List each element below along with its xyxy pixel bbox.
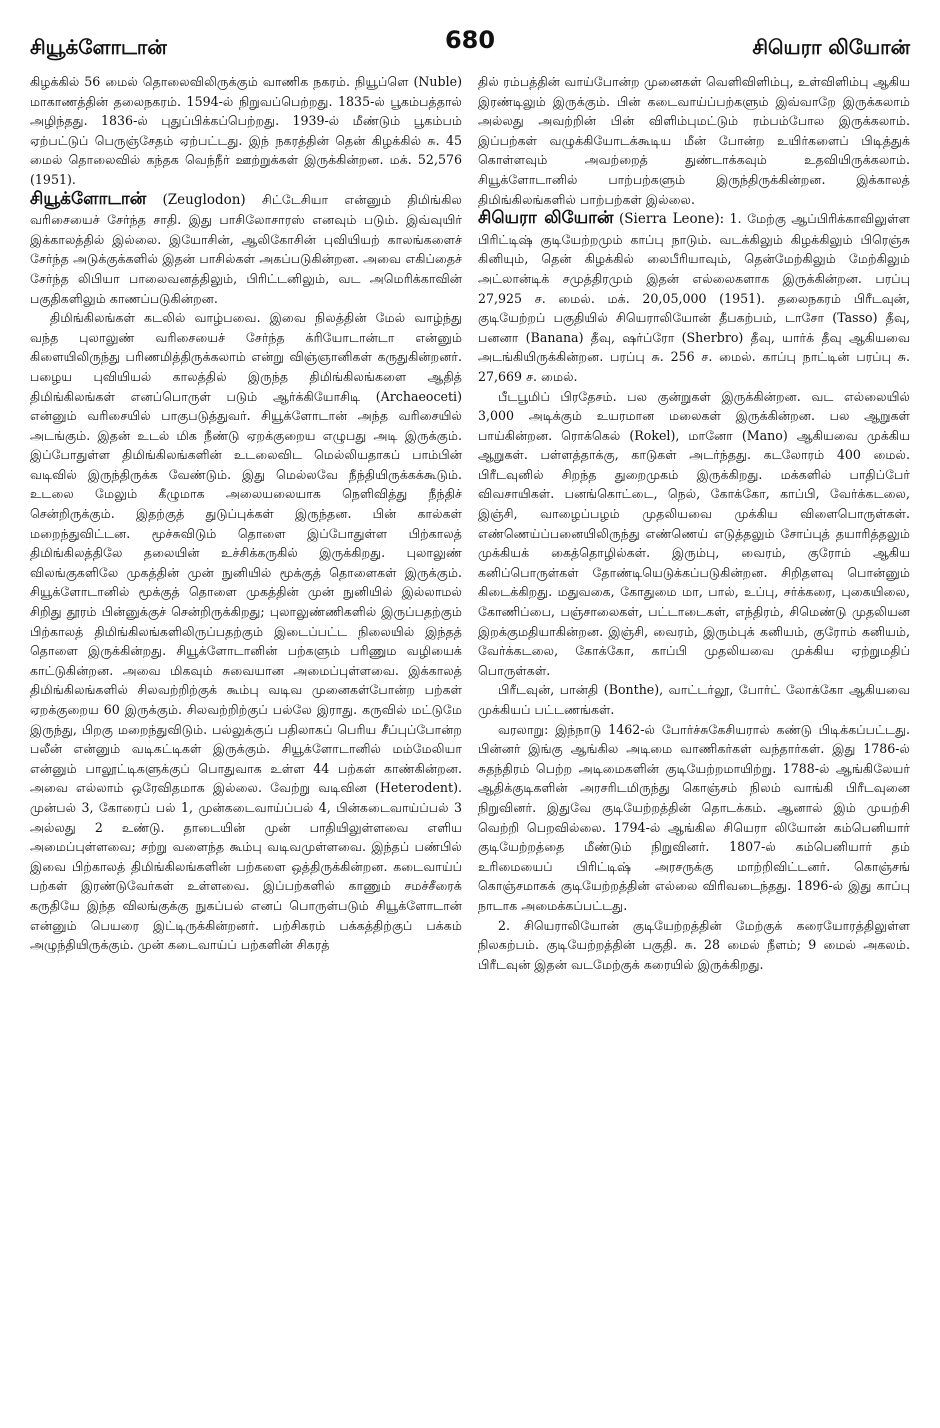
paragraph: 2. சியெராலியோன் குடியேற்றத்தின் மேற்குக் கரையோரத்திலுள்ள நிலகற்பம். குடியேற்றத்தின் பகுதி. சு. 28 மைல் நீளம்; 9 மைல் அகலம். பிரீடவுன் இதன் வடமேற்குக் கரையில் இருக்கிறது. [478,917,910,972]
entry-headword: சியெரா லியோன் [478,208,614,229]
history-paragraph: வரலாறு: இந்நாடு 1462-ல் போர்ச்சுகேசியரால் கண்டு பிடிக்கப்பட்டது. பின்னர் இங்கு ஆங்கில அடிமை வாணிகர்கள் வந்தார்கள். இது 1786-ல் சுதந்திரம் பெற்ற அடிமைகளின் குடியேற்றமாயிற்று. 1788-ல் ஆங்கிலேயர் ஆதிக்குடிகளின் அரசரிடமிருந்து கொஞ்சம் நிலம் வாங்கி பிரீடவுனை நிறுவினர். இதுவே குடியேற்றத்தின் தொடக்கம். ஆனால் இம் முயற்சி வெற்றி பெறவில்லை. 1794-ல் ஆங்கில சியெரா லியோன் கம்பெனியார் குடியேற்றத்தை மீண்டும் நிறுவினர். 1807-ல் கம்பெனியார் தம் உரிமையைப் பிரிட்டிஷ் அரசருக்கு மாற்றிவிட்டனர். கொஞ்சங் கொஞ்சமாகக் குடியேற்றத்தின் எல்லை விரிவடைந்தது. 1896-ல் இது காப்பு நாடாக அமைக்கப்பட்டது. [478,721,910,913]
entry-latin-name: (Sierra Leone): [619,211,725,228]
left-guide-word: சியூக்ளோடான் [30,35,167,59]
entry-sierra-leone [478,209,910,386]
paragraph: பிரீடவுன், பான்தி (Bonthe), வாட்டர்லூ, போர்ட் லோக்கோ ஆகியவை முக்கியப் பட்டணங்கள். [478,682,910,717]
left-column [30,72,462,1417]
continued-paragraph: கிழக்கில் 56 மைல் தொலைவிலிருக்கும் வாணிக நகரம். நியூப்ளெ (Nuble) மாகாணத்தின் தலைநகரம். 1594-ல் நிறுவப்பெற்றது. 1835-ல் பூகம்பத்தால் அழிந்தது. 1836-ல் புதுப்பிக்கப்பெற்றது. 1939-ல் மீண்டும் பூகம்பம் ஏற்பட்டுப் பெருஞ்சேதம் ஏற்பட்டது. இந் நகரத்தின் தென் கிழக்கில் சு. 45 மைல் தொலைவில் கந்தக வெந்நீர் ஊற்றுக்கள் இருக்கின்றன. மக். 52,576 (1951). [30,74,462,187]
right-guide-word: சியெரா லியோன் [752,35,910,59]
entry-text: 1. மேற்கு ஆப்பிரிக்காவிலுள்ள பிரிட்டிஷ் குடியேற்றமும் காப்பு நாடும். வடக்கிலும் கிழக்கிலும் பிரெஞ்சு கினியும், தென் கிழக்கில் லைபீரியாவும், தென்மேற்கிலும் மேற்கிலும் அட்லான்டிக் சமுத்திரமும் இதன் எல்லைகளாக இருக்கின்றன. பரப்பு 27,925 ச. மைல். மக். 20,05,000 (1951). தலைநகரம் பிரீடவுன், குடியேற்றப் பகுதியில் சியெராலியோன் தீபகற்பம், டாசோ (Tasso) தீவு, பனனா (Banana) தீவு, ஷர்ப்ரோ (Sherbro) தீவு, யார்க் தீவு ஆகியவை அடங்கியிருக்கின்றன. பரப்பு சு. 256 ச. மைல். காப்பு நாட்டின் பரப்பு சு. 27,669 ச. மைல். [478,211,910,384]
entry-zeuglodon [30,190,462,309]
continued-paragraph: தில் ரம்பத்தின் வாய்போன்ற முனைகள் வெளிவிளிம்பு, உள்விளிம்பு ஆகிய இரண்டிலும் இருக்கும். பின் கடைவாய்ப்பற்களும் இவ்வாறே இருக்கலாம் அல்லது அவற்றின் பின் விளிம்புமட்டும் ரம்பம்போல இருக்கலாம். இப்பற்கள் வழுக்கியோடக்கூடிய மீன் போன்ற உயிர்களைப் பிடித்துக் கொள்ளவும் அவற்றைத் துண்டாக்கவும் உதவியிருக்கலாம். சியூக்ளோடானில் பாற்பற்களும் இருந்திருக்கின்றன. இக்காலத் திமிங்கிலங்களில் பாற்பற்கள் இல்லை. [478,74,910,207]
text-columns [30,72,910,1417]
entry-text: சிட்டேசியா என்னும் திமிங்கில வரிசையைச் சேர்ந்த சாதி. இது பாசிலோசாரஸ் எனவும் படும். இவ்வுயிர் இக்காலத்தில் இல்லை. இயோசின், ஆலிகோசின் புவியியற் காலங்களைச் சேர்ந்த அடுக்குக்களில் இதன் பாசில்கள் அகப்படுகின்றன. அவை எகிப்தைச் சேர்ந்த லிபியா பாலைவனத்திலும், பிரிட்டனிலும், வட அமெரிக்காவின் பகுதிகளிலும் காணப்படுகின்றன. [30,191,462,306]
paragraph: பீடபூமிப் பிரதேசம். பல குன்றுகள் இருக்கின்றன. வட எல்லையில் 3,000 அடிக்கும் உயரமான மலைகள் இருக்கின்றன. பல ஆறுகள் பாய்கின்றன. ரொக்கெல் (Rokel), மானோ (Mano) ஆகியவை முக்கிய ஆறுகள். பள்ளத்தாக்கு, காடுகள் அடர்ந்தது. கடலோரம் 400 மைல். பிரீடவுனில் சிறந்த துறைமுகம் இருக்கிறது. மக்களில் பாதிப்பேர் விவசாயிகள். பனங்கொட்டை, நெல், கோக்கோ, காப்பி, வேர்க்கடலை, இஞ்சி, வாழைப்பழம் முதலியவை முக்கிய விளைபொருள்கள். எண்ணெய்ப்பனையிலிருந்து எண்ணெய் எடுத்தலும் சோப்புத் தயாரித்தலும் முக்கியக் கைத்தொழில்கள். இரும்பு, வைரம், குரோம் ஆகிய கனிப்பொருள்கள் தோண்டியெடுக்கப்படுகின்றன. சிறிதளவு பொன்னும் கிடைக்கிறது. மதுவகை, கோதுமை மா, பால், உப்பு, சர்க்கரை, புகையிலை, கோணிப்பை, பஞ்சாலைகள், பட்டாடைகள், எந்திரம், சிமெண்டு முதலியன இறக்குமதியாகின்றன. இஞ்சி, வைரம், இரும்புக் கனியம், குரோம் கனியம், வேர்க்கடலை, கோக்கோ, காப்பி முதலியவை முக்கிய ஏற்றுமதிப் பொருள்கள். [478,388,910,678]
entry-latin-name: (Zeuglodon) [162,191,246,208]
entry-headword: சியூக்ளோடான் [30,188,147,209]
right-column [478,72,910,1417]
page-header [30,22,910,62]
page-number: 680 [444,26,496,54]
paragraph: திமிங்கிலங்கள் கடலில் வாழ்பவை. இவை நிலத்தின் மேல் வாழ்ந்து வந்த புலாலுண் வரிசையைச் சேர்ந்த க்ரியோடான்டா என்னும் கிளையிலிருந்து பரிணமித்திருக்கலாம் என்று விஞ்ஞானிகள் கருதுகின்றனர். பழைய புவியியல் காலத்தில் இருந்த திமிங்கிலங்களை ஆதித் திமிங்கிலங்கள் எனப்பொருள் படும் ஆர்க்கியோசிடி (Archaeoceti) என்னும் வரிசையில் பாகுபடுத்துவர். சியூக்ளோடான் அந்த வரிசையில் அடங்கும். இதன் உடல் மிக நீண்டு ஏறக்குறைய எழுபது அடி இருக்கும். இப்போதுள்ள திமிங்கிலங்களின் உடலைவிட மெல்லியதாகப் பாம்பின் வடிவில் இருந்திருக்க வேண்டும். இது மெல்லவே நீந்தியிருக்கக்கூடும். உடலை மேலும் கீழுமாக அலையலையாக நெளிவித்து நீந்திச் சென்றிருக்கும். இதற்குத் துடுப்புக்கள் இருந்தன. பின் கால்கள் மறைந்துவிட்டன. மூச்சுவிடும் தொளை இப்போதுள்ள பிற்காலத் திமிங்கிலத்திலே தலையின் உச்சிக்கருகில் இருக்கிறது. புலாலுண் விலங்குகளிலே முகத்தின் முன் நுனியில் மூக்குத் தொளைகள் இருக்கும். சியூக்ளோடானில் மூக்குத் தொளை முகத்தின் முன் நுனியில் இல்லாமல் சிறிது தூரம் பின்னுக்குச் சென்றிருக்கிறது; புலாலுண்ணிகளில் இருப்பதற்கும் பிற்காலத் திமிங்கிலங்களிலிருப்பதற்கும் இடைப்பட்ட நிலையில் இந்தத் தொளை இருக்கின்றது. சியூக்ளோடானின் பற்களும் பரிணும வழியைக் காட்டுகின்றன. அவை மிகவும் சுவையான அமைப்புள்ளவை. இக்காலத் திமிங்கிலங்களில் சிலவற்றிற்குக் கூம்பு வடிவ முனைகள்போன்ற பற்கள் ஏறக்குறைய 60 இருக்கும். சிலவற்றிற்குப் பல்லே இராது. கருவில் மட்டுமே இருந்து, பிறகு மறைந்துவிடும். பல்லுக்குப் பதிலாகப் பெரிய சீப்புப்போன்ற பலீன் என்னும் வடிகட்டிகள் இருக்கும். சியூக்ளோடானில் மம்மேலியா என்னும் பாலூட்டிகளுக்குப் பொதுவாக உள்ள 44 பற்கள் காண்கின்றன. அவை எல்லாம் ஒரேவிதமாக இல்லை. வேற்று வடிவின (Heterodent). முன்பல் 3, கோரைப் பல் 1, முன்கடைவாய்ப்பல் 4, பின்கடைவாய்ப்பல் 3 அல்லது 2 உண்டு. தாடையின் முன் பாதியிலுள்ளவை எளிய அமைப்புள்ளவை; சற்று வளைந்த கூம்பு வடிவமுள்ளவை. இந்தப் பண்பில் இவை பிற்காலத் திமிங்கிலங்களின் பற்களை ஒத்திருக்கின்றன. கடைவாய்ப் பற்கள் இரண்டுவேர்கள் உள்ளவை. இப்பற்களில் காணும் சமச்சீரைக் கருதியே இந்த விலங்குக்கு நுகப்பல் எனப் பொருள்படும் சியூக்ளோடான் என்னும் பெயரை இட்டிருக்கின்றனர். பற்சிகரம் பக்கத்திற்குப் பக்கம் அழுந்தியிருக்கும். முன் கடைவாய்ப் பற்களின் சிகரத் [30,310,462,953]
